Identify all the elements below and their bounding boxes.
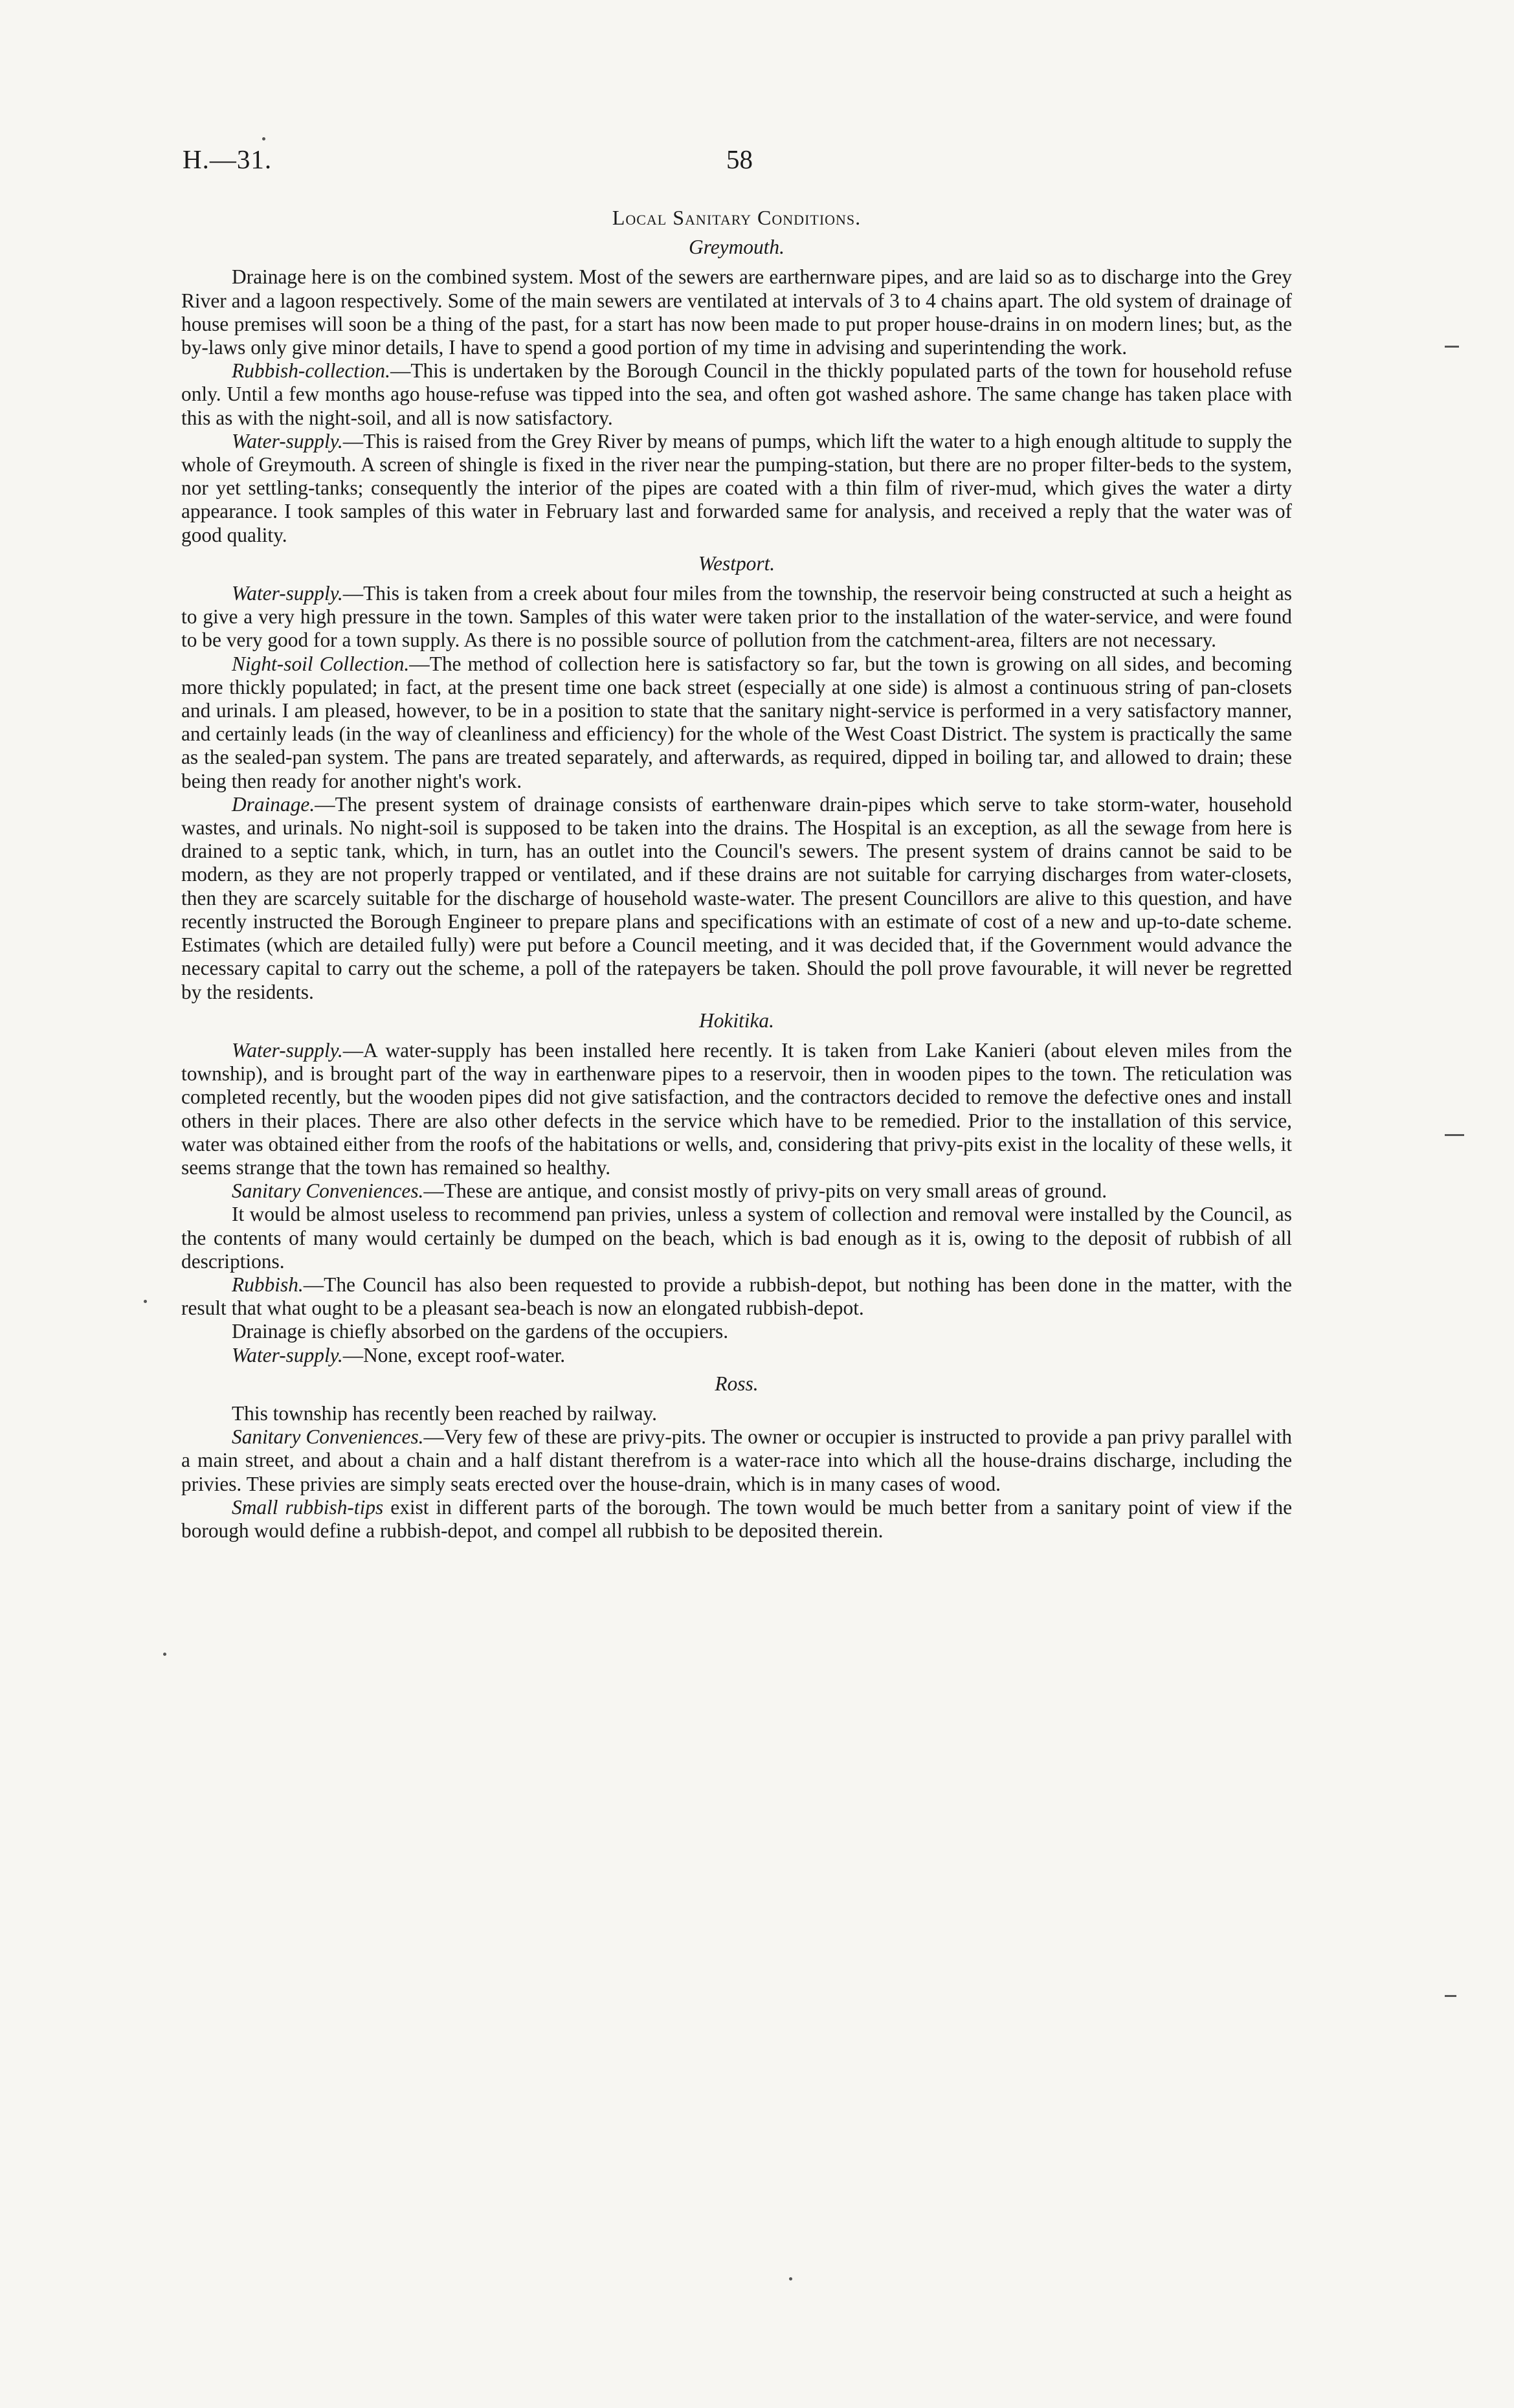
- paragraph-text: —None, except roof-water.: [342, 1343, 566, 1366]
- paragraph-lead: Night-soil Collection.: [232, 652, 410, 675]
- paragraph-text: —The method of collection here is satisfactory so far, but the town is growing on all sides, and becoming more thickly populated; in fact, at the present time one back street (especially at one side) is almost a continuous string of pan-closets and urinals. I am pleased, however, to be in a position to state that the sanitary night-service is performed in a very satisfactory manner, and certainly leads (in the way of cleanliness and efficiency) for the whole of the West Coast District. The system is practically the same as the sealed-pan system. The pans are treated separately, and afterwards, as required, dipped in boiling tar, and allowed to drain; these being then ready for another night's work.: [181, 652, 1292, 792]
- paragraph-lead: Sanitary Conveniences.: [232, 1179, 424, 1203]
- paragraph-text: —This is raised from the Grey River by means of pumps, which lift the water to a high enough altitude to supply the whole of Greymouth. A screen of shingle is fixed in the river near the pumping-station, but there are no proper filter-beds to the system, nor yet settling-tanks; consequently the interior of the pipes are coated with a thin film of river-mud, which gives the water a dirty appearance. I took samples of this water in February last and forwarded same for analysis, and received a reply that the water was of good quality.: [181, 429, 1292, 546]
- paragraph: [181, 793, 1292, 1004]
- margin-mark: [1445, 346, 1459, 348]
- document-body: [181, 206, 1292, 1543]
- paragraph: [181, 1179, 1292, 1203]
- margin-mark: [1445, 1134, 1464, 1136]
- margin-dot: [163, 1653, 166, 1656]
- paragraph: [181, 652, 1292, 793]
- section-title: Local Sanitary Conditions.: [612, 206, 862, 229]
- paragraph-text: —These are antique, and consist mostly of privy-pits on very small areas of ground.: [423, 1179, 1108, 1203]
- paragraph-lead: Water-supply.: [232, 429, 343, 452]
- paragraph: [181, 1496, 1292, 1543]
- town-sections: [181, 236, 1292, 1543]
- paragraph-text: Drainage is chiefly absorbed on the gardens of the occupiers.: [232, 1320, 729, 1343]
- paragraph-lead: Water-supply.: [232, 582, 343, 605]
- paragraph: [181, 1273, 1292, 1320]
- margin-dot: [789, 2277, 792, 2280]
- paragraph-lead: Small rubbish-tips: [232, 1495, 384, 1519]
- paragraph-text: It would be almost useless to recommend pan privies, unless a system of collection and removal were installed by the Council, as the contents of many would certainly be dumped on the beach, which is bad enough as it is, owing to the deposit of rubbish of all descriptions.: [181, 1203, 1292, 1273]
- paragraph: [181, 1425, 1292, 1496]
- paragraph-lead: Rubbish.: [232, 1273, 304, 1296]
- paragraph-text: This township has recently been reached by railway.: [232, 1401, 657, 1425]
- paragraph: [181, 1320, 1292, 1343]
- paragraph-lead: Rubbish-collection.: [232, 359, 390, 383]
- paragraph-lead: Sanitary Conveniences.: [232, 1425, 424, 1449]
- paragraph-text: —This is taken from a creek about four miles from the township, the reservoir being constructed at such a height as to give a very high pressure in the town. Samples of this water were taken prior to the installation of the water-service, and were found to be very good for a town supply. As there is no possible source of pollution from the catchment-area, filters are not necessary.: [181, 582, 1292, 652]
- town-heading: Greymouth.: [689, 236, 785, 259]
- paragraph: [181, 1039, 1292, 1179]
- margin-dot: [262, 137, 265, 140]
- page-header: [0, 144, 1514, 183]
- paragraph-text: —This is undertaken by the Borough Council in the thickly populated parts of the town for household refuse only. Until a few months ago house-refuse was tipped into the sea, and often got washed ashore. The same change has taken place with this as with the night-soil, and all is now satisfactory.: [181, 359, 1292, 429]
- paragraph-text: Drainage here is on the combined system. Most of the sewers are earthernware pipes, and are laid so as to discharge into the Grey River and a lagoon respectively. Some of the main sewers are ventilated at intervals of 3 to 4 chains apart. The old system of drainage of house premises will soon be a thing of the past, for a start has now been made to put proper house-drains in on modern lines; but, as the by-laws only give minor details, I have to spend a good portion of my time in advising and superintending the work.: [181, 265, 1292, 359]
- document-reference: H.—31.: [183, 144, 273, 174]
- paragraph-text: —Very few of these are privy-pits. The owner or occupier is instructed to provide a pan privy parallel with a main street, and about a chain and a half distant therefrom is a water-race into which all the house-drains discharge, including the privies. These privies are simply seats erected over the house-drain, which is in many cases of wood.: [181, 1425, 1292, 1495]
- town-heading: Westport.: [698, 552, 775, 575]
- page-number: 58: [726, 144, 753, 174]
- paragraph-text: exist in different parts of the borough. The town would be much better from a sanitary point of view if the borough would define a rubbish-depot, and compel all rubbish to be deposited therein.: [181, 1495, 1292, 1542]
- town-heading: Ross.: [715, 1372, 759, 1395]
- paragraph-lead: Water-supply.: [232, 1343, 343, 1366]
- paragraph: [181, 1344, 1292, 1367]
- paragraph: [181, 582, 1292, 652]
- town-heading: Hokitika.: [699, 1009, 774, 1032]
- paragraph: [181, 1203, 1292, 1273]
- paragraph-text: —A water-supply has been installed here recently. It is taken from Lake Kanieri (about eleven miles from the township), and is brought part of the way in earthenware pipes to a reservoir, then in wooden pipes to the town. The reticulation was completed recently, but the wooden pipes did not give satisfaction, and the contractors decided to remove the defective ones and install others in their places. There are also other defects in the service which have to be remedied. Prior to the installation of this service, water was obtained either from the roofs of the habitations or wells, and, considering that privy-pits exist in the locality of these wells, it seems strange that the town has remained so healthy.: [181, 1038, 1292, 1179]
- paragraph: [181, 359, 1292, 430]
- paragraph: [181, 265, 1292, 359]
- paragraph-text: —The Council has also been requested to provide a rubbish-depot, but nothing has been done in the matter, with the result that what ought to be a pleasant sea-beach is now an elongated rubbish-depot.: [181, 1273, 1292, 1320]
- margin-dot: [144, 1300, 147, 1303]
- paragraph: [181, 430, 1292, 547]
- paragraph-lead: Water-supply.: [232, 1038, 343, 1062]
- paragraph-lead: Drainage.: [232, 792, 315, 816]
- paragraph-text: —The present system of drainage consists of earthenware drain-pipes which serve to take storm-water, household wastes, and urinals. No night-soil is supposed to be taken into the drains. The Hospital is an exception, as all the sewage from here is drained to a septic tank, which, in turn, has an outlet into the Council's sewers. The present system of drains cannot be said to be modern, as they are not properly trapped or ventilated, and if these drains are not suitable for carrying discharges from water-closets, then they are scarcely suitable for the discharge of household waste-water. The present Councillors are alive to this question, and have recently instructed the Borough Engineer to prepare plans and specifications with an estimate of cost of a new and up-to-date scheme. Estimates (which are detailed fully) were put before a Council meeting, and it was decided that, if the Government would advance the necessary capital to carry out the scheme, a poll of the ratepayers be taken. Should the poll prove favourable, it will never be regretted by the residents.: [181, 792, 1292, 1003]
- margin-mark: [1445, 1995, 1456, 1997]
- paragraph: [181, 1402, 1292, 1425]
